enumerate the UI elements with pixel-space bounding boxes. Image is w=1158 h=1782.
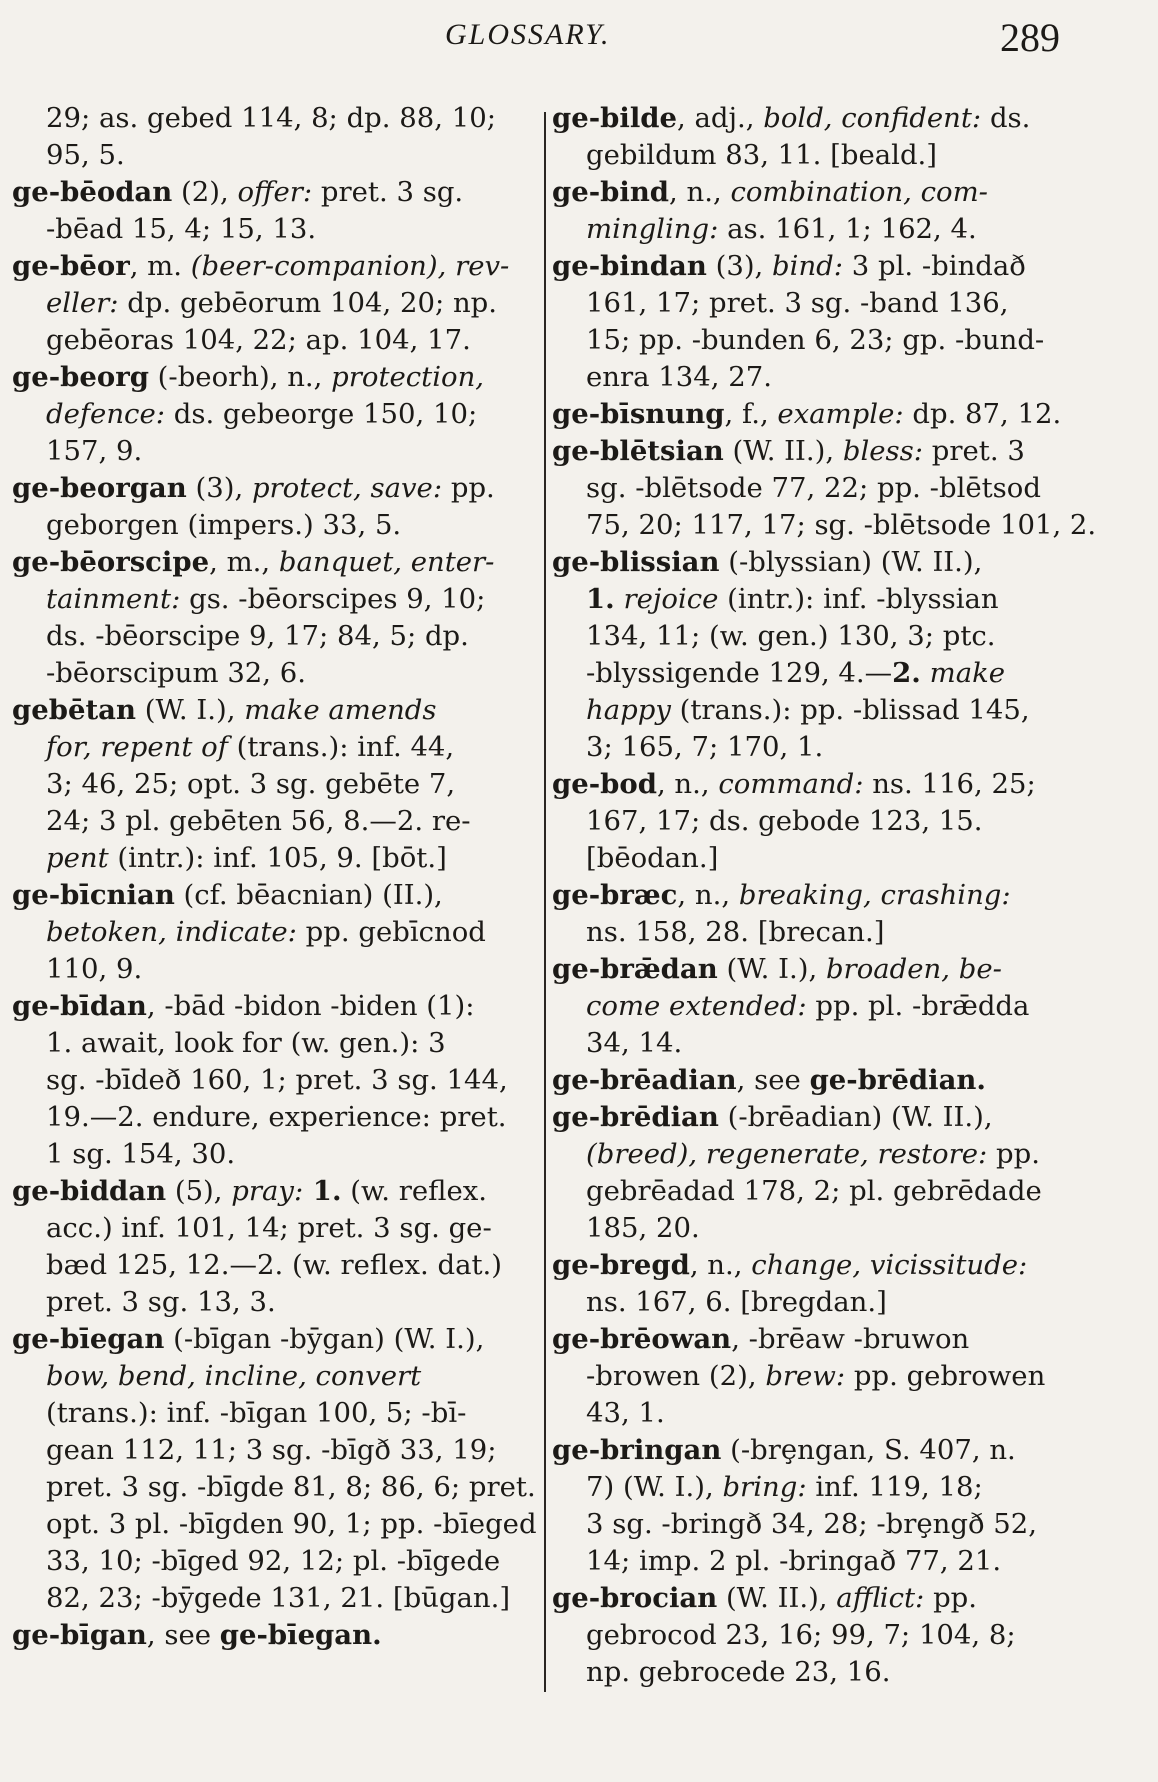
entry-line xyxy=(12,988,532,1025)
entry-text: bow, bend, incline, convert xyxy=(46,1360,422,1392)
entry-text: opt. 3 pl. -bīgden 90, 1; pp. -bīeged xyxy=(46,1508,537,1540)
entry-text: -bēorscipum 32, 6. xyxy=(46,657,307,689)
entry-text: defence: ds. gebeorge 150, 10; xyxy=(46,398,478,430)
entry-line xyxy=(12,285,532,322)
entry-text: tainment: gs. -bēorscipes 9, 10; xyxy=(46,583,486,615)
entry-text: banquet, enter- xyxy=(278,546,495,578)
entry-text: bæd 125, 12.—2. (w. reflex. dat.) xyxy=(46,1249,503,1281)
entry-line xyxy=(12,1395,532,1432)
entry-line xyxy=(12,248,532,285)
entry-line xyxy=(12,581,532,618)
entry-text: betoken, indicate: pp. gebīcnod xyxy=(46,916,486,948)
entry-text: eller: dp. gebēorum 104, 20; np. xyxy=(46,287,498,319)
entry-line xyxy=(12,1062,532,1099)
headword: ge-bīegan xyxy=(12,1323,165,1355)
entry-line xyxy=(12,1136,532,1173)
entry-line: 185, 20. xyxy=(586,1212,700,1244)
headword: ge-biddan xyxy=(12,1175,167,1207)
headword: ge-bīgan xyxy=(12,1619,147,1651)
entry-line xyxy=(12,1432,532,1469)
headword: ge-bēodan xyxy=(12,176,173,208)
entry-text: 157, 9. xyxy=(46,435,143,467)
entry-text: sg. -bīdeð 160, 1; pret. 3 sg. 144, xyxy=(46,1064,508,1096)
entry-line: 7) (W. I.), bring: inf. 119, 18; xyxy=(586,1471,983,1503)
page-number: 289 xyxy=(1000,15,1060,60)
entry-line: ge-bod, n., command: ns. 116, 25; xyxy=(552,768,1036,800)
entry-text: pret. 3 sg. 13, 3. xyxy=(46,1286,276,1318)
entry-text: (cf. bēacnian) (II.), xyxy=(174,879,443,911)
column-divider xyxy=(544,112,546,1692)
entry-text: 1. await, look for (w. gen.): 3 xyxy=(46,1027,446,1059)
entry-text: (-beorh), n., xyxy=(148,361,332,393)
entry-text: 110, 9. xyxy=(46,953,143,985)
entry-line xyxy=(12,877,532,914)
entry-line: happy (trans.): pp. -blissad 145, xyxy=(586,694,1030,726)
entry-text: 19.—2. endure, experience: pret. xyxy=(46,1101,507,1133)
entry-line xyxy=(12,655,532,692)
entry-line: (breed), regenerate, restore: pp. xyxy=(586,1138,1041,1170)
running-head xyxy=(0,8,1158,68)
entry-line xyxy=(12,1617,532,1654)
entry-text: protection, xyxy=(331,361,485,393)
entry-line xyxy=(12,470,532,507)
entry-text: , -bād -bidon -biden (1): xyxy=(146,990,475,1022)
entry-text: pret. 3 sg. -bīgde 81, 8; 86, 6; pret. xyxy=(46,1471,536,1503)
entry-text: (w. reflex. xyxy=(341,1175,488,1207)
entry-line xyxy=(12,174,532,211)
left-column xyxy=(12,100,537,1654)
entry-text: for, repent of (trans.): inf. 44, xyxy=(46,731,455,763)
entry-line: 3; 165, 7; 170, 1. xyxy=(586,731,824,763)
entry-text: 29; as. gebed 114, 8; dp. 88, 10; xyxy=(46,102,496,134)
entry-line xyxy=(12,359,532,396)
entry-line: ge-brocian (W. II.), afflict: pp. xyxy=(552,1582,978,1614)
entry-line xyxy=(12,840,532,877)
entry-line xyxy=(12,1506,537,1543)
entry-text: gebēoras 104, 22; ap. 104, 17. xyxy=(46,324,471,356)
entry-line: 43, 1. xyxy=(586,1397,665,1429)
entry-line: 75, 20; 117, 17; sg. -blētsode 101, 2. xyxy=(586,509,1097,541)
headword: ge-beorgan xyxy=(12,472,187,504)
entry-line: 34, 14. xyxy=(586,1027,683,1059)
entry-line: ge-bind, n., combination, com- xyxy=(552,176,988,208)
entry-line: -blyssigende 129, 4.—2. make xyxy=(586,657,1006,689)
entry-line: np. gebrocede 23, 16. xyxy=(586,1656,891,1688)
entry-text: ds. -bēorscipe 9, 17; 84, 5; dp. xyxy=(46,620,469,652)
entry-line: ge-bīsnung, f., example: dp. 87, 12. xyxy=(552,398,1062,430)
entry-line: ge-bregd, n., change, vicissitude: xyxy=(552,1249,1028,1281)
entry-text: (5), xyxy=(166,1175,232,1207)
headword: ge-bēor xyxy=(12,250,130,282)
headword: ge-bīdan xyxy=(12,990,147,1022)
entry-text: pray: xyxy=(231,1175,304,1207)
entry-text: protect, save: xyxy=(251,472,443,504)
entry-line: ge-brǣdan (W. I.), broaden, be- xyxy=(552,953,1002,985)
entry-line xyxy=(12,951,532,988)
entry-text: , see xyxy=(146,1619,220,1651)
entry-line xyxy=(12,396,532,433)
entry-text: 3; 46, 25; opt. 3 sg. gebēte 7, xyxy=(46,768,456,800)
right-column xyxy=(552,100,1097,1691)
header-title: GLOSSARY. xyxy=(445,18,611,51)
entry-line: ge-blissian (-blyssian) (W. II.), xyxy=(552,546,983,578)
entry-text: (trans.): inf. -bīgan 100, 5; -bī- xyxy=(46,1397,467,1429)
entry-line: sg. -blētsode 77, 22; pp. -blētsod xyxy=(586,472,1041,504)
entry-line: ge-blētsian (W. II.), bless: pret. 3 xyxy=(552,435,1025,467)
entry-line xyxy=(12,618,532,655)
entry-line: 14; imp. 2 pl. -bringað 77, 21. xyxy=(586,1545,1002,1577)
entry-line: [bēodan.] xyxy=(586,842,719,874)
entry-line: ns. 167, 6. [bregdan.] xyxy=(586,1286,887,1318)
entry-text: pp. xyxy=(442,472,495,504)
entry-line: ns. 158, 28. [brecan.] xyxy=(586,916,885,948)
entry-text: 24; 3 pl. gebēten 56, 8.—2. re- xyxy=(46,805,471,837)
entry-line xyxy=(12,1580,532,1617)
entry-line xyxy=(12,1247,532,1284)
entry-line xyxy=(12,322,532,359)
entry-text: 1 sg. 154, 30. xyxy=(46,1138,236,1170)
entry-text: geborgen (impers.) 33, 5. xyxy=(46,509,402,541)
entry-line: ge-bringan (-brȩngan, S. 407, n. xyxy=(552,1434,1016,1466)
entry-line xyxy=(12,211,532,248)
entry-line xyxy=(12,1025,532,1062)
entry-line: mingling: as. 161, 1; 162, 4. xyxy=(586,213,977,245)
headword: ge-bīcnian xyxy=(12,879,175,911)
entry-text: 1. xyxy=(303,1175,342,1207)
headword: ge-bēorscipe xyxy=(12,546,210,578)
entry-line xyxy=(12,729,532,766)
entry-line xyxy=(12,692,532,729)
entry-line xyxy=(12,100,532,137)
entry-text: 33, 10; -bīged 92, 12; pl. -bīgede xyxy=(46,1545,501,1577)
entry-line xyxy=(12,544,532,581)
entry-line xyxy=(12,1358,532,1395)
entry-line: 161, 17; pret. 3 sg. -band 136, xyxy=(586,287,1009,319)
entry-line: enra 134, 27. xyxy=(586,361,772,393)
entry-line: -browen (2), brew: pp. gebrowen xyxy=(586,1360,1046,1392)
entry-text: (3), xyxy=(186,472,252,504)
entry-text: ge-bīegan. xyxy=(219,1619,382,1651)
entry-text: , m., xyxy=(209,546,279,578)
entry-line xyxy=(12,1543,532,1580)
entry-line xyxy=(12,1210,532,1247)
entry-line xyxy=(12,803,532,840)
entry-text: pent (intr.): inf. 105, 9. [bōt.] xyxy=(46,842,447,874)
entry-line xyxy=(12,914,532,951)
entry-line: ge-brēdian (-brēadian) (W. II.), xyxy=(552,1101,993,1133)
entry-text: (2), xyxy=(172,176,238,208)
entry-line xyxy=(12,507,532,544)
entry-text: (beer-companion), rev- xyxy=(190,250,510,282)
entry-line xyxy=(12,1284,532,1321)
entry-line xyxy=(12,766,532,803)
entry-line: 1. rejoice (intr.): inf. -blyssian xyxy=(586,583,999,615)
entry-line: ge-brēadian, see ge-brēdian. xyxy=(552,1064,986,1096)
entry-text: (W. I.), xyxy=(135,694,245,726)
entry-line xyxy=(12,1321,532,1358)
entry-text: gean 112, 11; 3 sg. -bīgð 33, 19; xyxy=(46,1434,497,1466)
headword: ge-beorg xyxy=(12,361,149,393)
entry-line xyxy=(12,433,532,470)
entry-line: gebrēadad 178, 2; pl. gebrēdade xyxy=(586,1175,1042,1207)
entry-text: pret. 3 sg. xyxy=(312,176,464,208)
entry-line: come extended: pp. pl. -brǣdda xyxy=(586,990,1030,1022)
entry-line: gebildum 83, 11. [beald.] xyxy=(586,139,938,171)
entry-line: gebrocod 23, 16; 99, 7; 104, 8; xyxy=(586,1619,1016,1651)
entry-line: ge-brēowan, -brēaw -bruwon xyxy=(552,1323,970,1355)
entry-text: -bēad 15, 4; 15, 13. xyxy=(46,213,317,245)
entry-line: 15; pp. -bunden 6, 23; gp. -bund- xyxy=(586,324,1045,356)
entry-line: 134, 11; (w. gen.) 130, 3; ptc. xyxy=(586,620,996,652)
entry-line xyxy=(12,1173,532,1210)
entry-line: ge-bræc, n., breaking, crashing: xyxy=(552,879,1011,911)
entry-text: 82, 23; -bȳgede 131, 21. [būgan.] xyxy=(46,1582,511,1614)
entry-text: 95, 5. xyxy=(46,139,125,171)
entry-text: make amends xyxy=(244,694,437,726)
entry-line: ge-bindan (3), bind: 3 pl. -bindað xyxy=(552,250,1026,282)
entry-text: offer: xyxy=(237,176,313,208)
headword: gebētan xyxy=(12,694,136,726)
entry-line xyxy=(12,1099,532,1136)
entry-line xyxy=(12,1469,536,1506)
entry-text: , m. xyxy=(129,250,191,282)
entry-text: acc.) inf. 101, 14; pret. 3 sg. ge- xyxy=(46,1212,492,1244)
entry-line: 3 sg. -bringð 34, 28; -brȩngð 52, xyxy=(586,1508,1038,1540)
entry-text: (-bīgan -bȳgan) (W. I.), xyxy=(164,1323,485,1355)
entry-line xyxy=(12,137,532,174)
entry-line: ge-bilde, adj., bold, confident: ds. xyxy=(552,102,1031,134)
entry-line: 167, 17; ds. gebode 123, 15. xyxy=(586,805,983,837)
